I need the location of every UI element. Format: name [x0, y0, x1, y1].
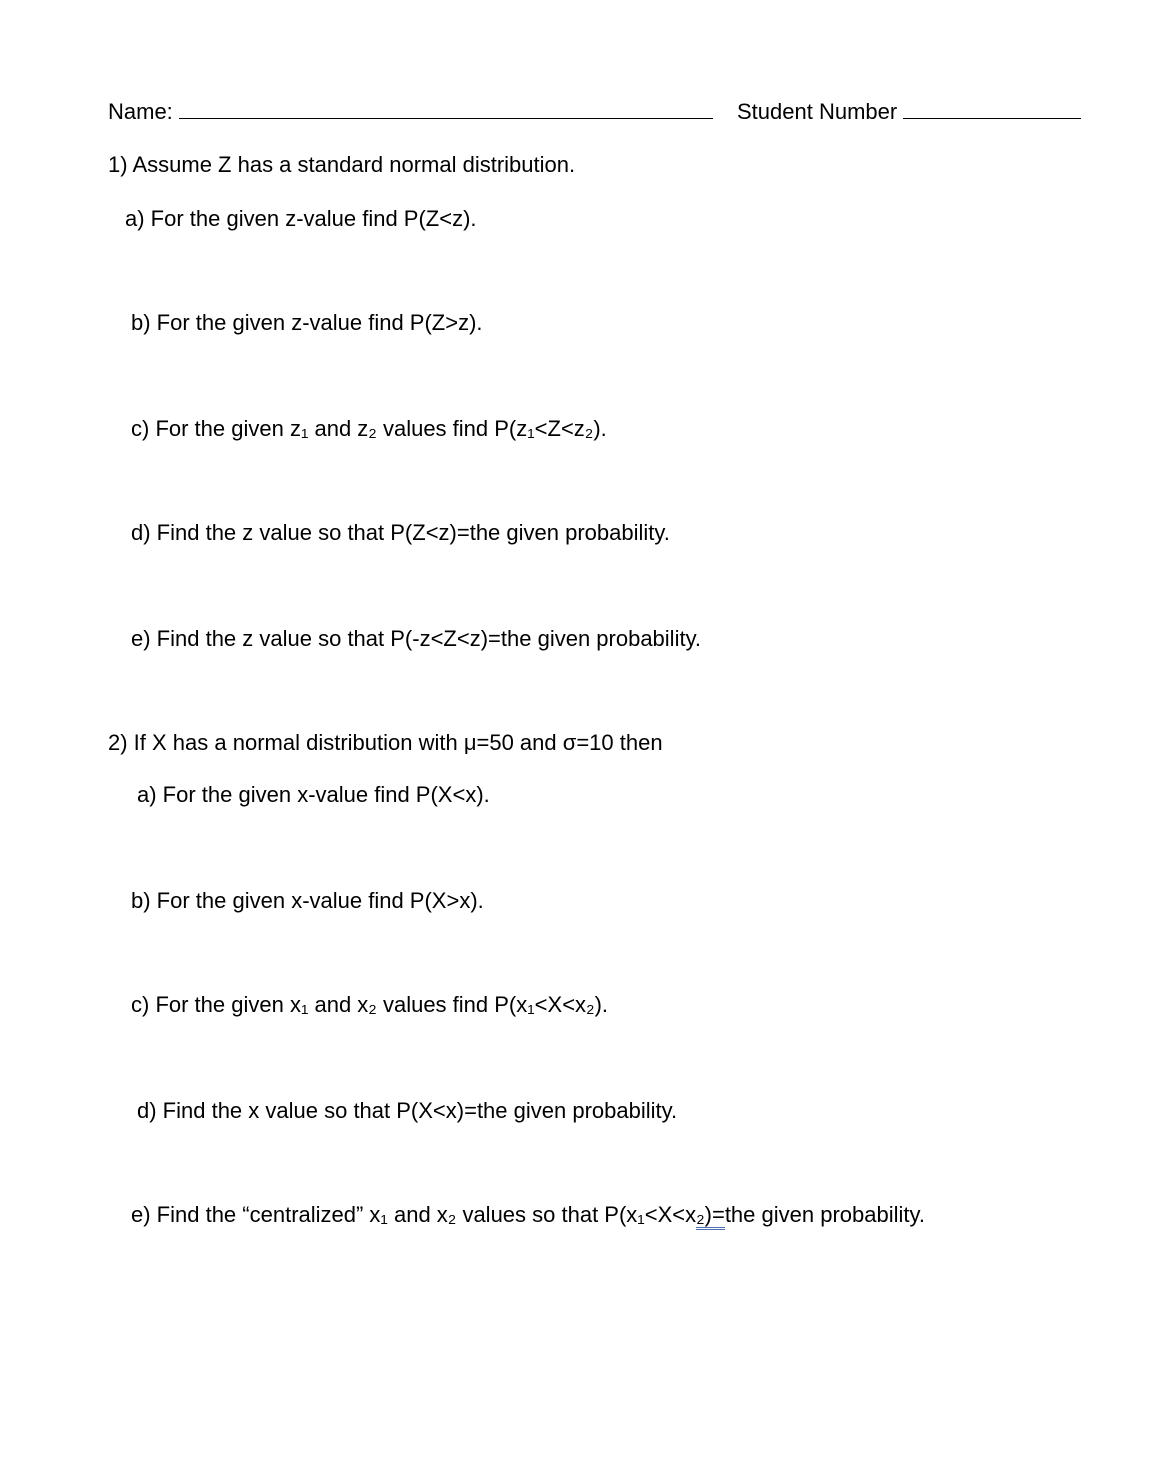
question-2-intro: 2) If X has a normal distribution with μ=50 and σ=10 then	[108, 730, 663, 755]
question-2c: c) For the given x₁ and x₂ values find P(x₁<X<x₂).	[131, 992, 609, 1017]
student-number-blank-line[interactable]	[903, 100, 1081, 119]
student-number-label: Student Number	[737, 99, 898, 124]
question-1a: a) For the given z-value find P(Z<z).	[125, 206, 477, 231]
question-2e-suffix: the given probability.	[724, 1202, 925, 1227]
question-1d: d) Find the z value so that P(Z<z)=the given probability.	[131, 520, 670, 545]
question-2b: b) For the given x-value find P(X>x).	[131, 888, 484, 913]
question-2e	[131, 1201, 925, 1229]
name-label: Name:	[108, 99, 173, 124]
student-number-field-row	[737, 98, 1081, 126]
question-2d: d) Find the x value so that P(X<x)=the given probability.	[137, 1098, 678, 1123]
grammar-flag-underline: ₂)=	[696, 1202, 725, 1230]
question-1c: c) For the given z₁ and z₂ values find P(z₁<Z<z₂).	[131, 416, 607, 441]
question-1e: e) Find the z value so that P(-z<Z<z)=the given probability.	[131, 626, 702, 651]
name-blank-line[interactable]	[179, 100, 713, 119]
name-field-row	[108, 98, 713, 126]
question-1-intro: 1) Assume Z has a standard normal distribution.	[108, 152, 576, 177]
question-1b: b) For the given z-value find P(Z>z).	[131, 310, 483, 335]
question-2e-prefix: e) Find the “centralized” x₁ and x₂ values so that P(x₁<X<x	[131, 1202, 697, 1227]
question-2a: a) For the given x-value find P(X<x).	[137, 782, 490, 807]
